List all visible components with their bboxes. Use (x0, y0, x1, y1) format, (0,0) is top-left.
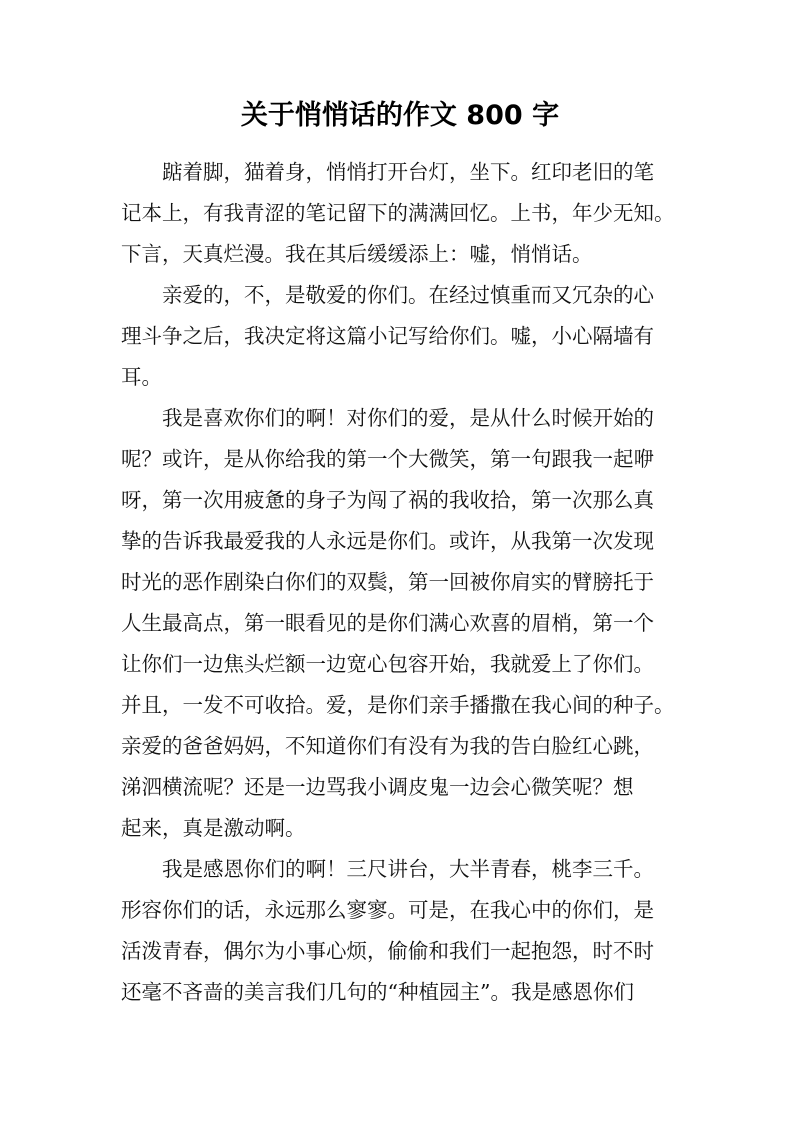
body-line: 呢？或许，是从你给我的第一个大微笑，第一句跟我一起咿 (121, 447, 654, 471)
body-line: 理斗争之后，我决定将这篇小记写给你们。嘘，小心隔墙有 (121, 324, 654, 348)
body-line: 耳。 (121, 365, 162, 389)
body-line: 起来，真是激动啊。 (121, 816, 306, 840)
body-line: 并且，一发不可收拾。爱，是你们亲手播撒在我心间的种子。 (121, 693, 675, 717)
body-line: 让你们一边焦头烂额一边宽心包容开始，我就爱上了你们。 (121, 652, 654, 676)
body-line: 人生最高点，第一眼看见的是你们满心欢喜的眉梢，第一个 (121, 611, 654, 635)
body-line: 亲爱的，不，是敬爱的你们。在经过慎重而又冗杂的心 (162, 283, 654, 307)
body-line: 记本上，有我青涩的笔记留下的满满回忆。上书，年少无知。 (121, 201, 675, 225)
body-line: 形容你们的话，永远那么寥寥。可是，在我心中的你们，是 (121, 898, 654, 922)
body-line: 我是喜欢你们的啊！对你们的爱，是从什么时候开始的 (162, 406, 654, 430)
body-line: 涕泗横流呢？还是一边骂我小调皮鬼一边会心微笑呢？想 (121, 775, 634, 799)
document-title: 关于悄悄话的作文 800 字 (240, 100, 560, 131)
body-line: 亲爱的爸爸妈妈，不知道你们有没有为我的告白脸红心跳， (121, 734, 654, 758)
body-line: 挚的告诉我最爱我的人永远是你们。或许，从我第一次发现 (121, 529, 654, 553)
body-line: 时光的恶作剧染白你们的双鬓，第一回被你肩实的臂膀托于 (121, 570, 654, 594)
body-line: 我是感恩你们的啊！三尺讲台，大半青春，桃李三千。 (162, 857, 654, 881)
body-line: 呀，第一次用疲惫的身子为闯了祸的我收拾，第一次那么真 (121, 488, 654, 512)
body-line: 还毫不吝啬的美言我们几句的“种植园主”。我是感恩你们 (121, 980, 634, 1004)
body-line: 下言，天真烂漫。我在其后缓缓添上：嘘，悄悄话。 (121, 242, 593, 266)
document-body (121, 152, 683, 1013)
body-line: 活泼青春，偶尔为小事心烦，偷偷和我们一起抱怨，时不时 (121, 939, 654, 963)
body-line: 踮着脚，猫着身，悄悄打开台灯，坐下。红印老旧的笔 (162, 160, 654, 184)
